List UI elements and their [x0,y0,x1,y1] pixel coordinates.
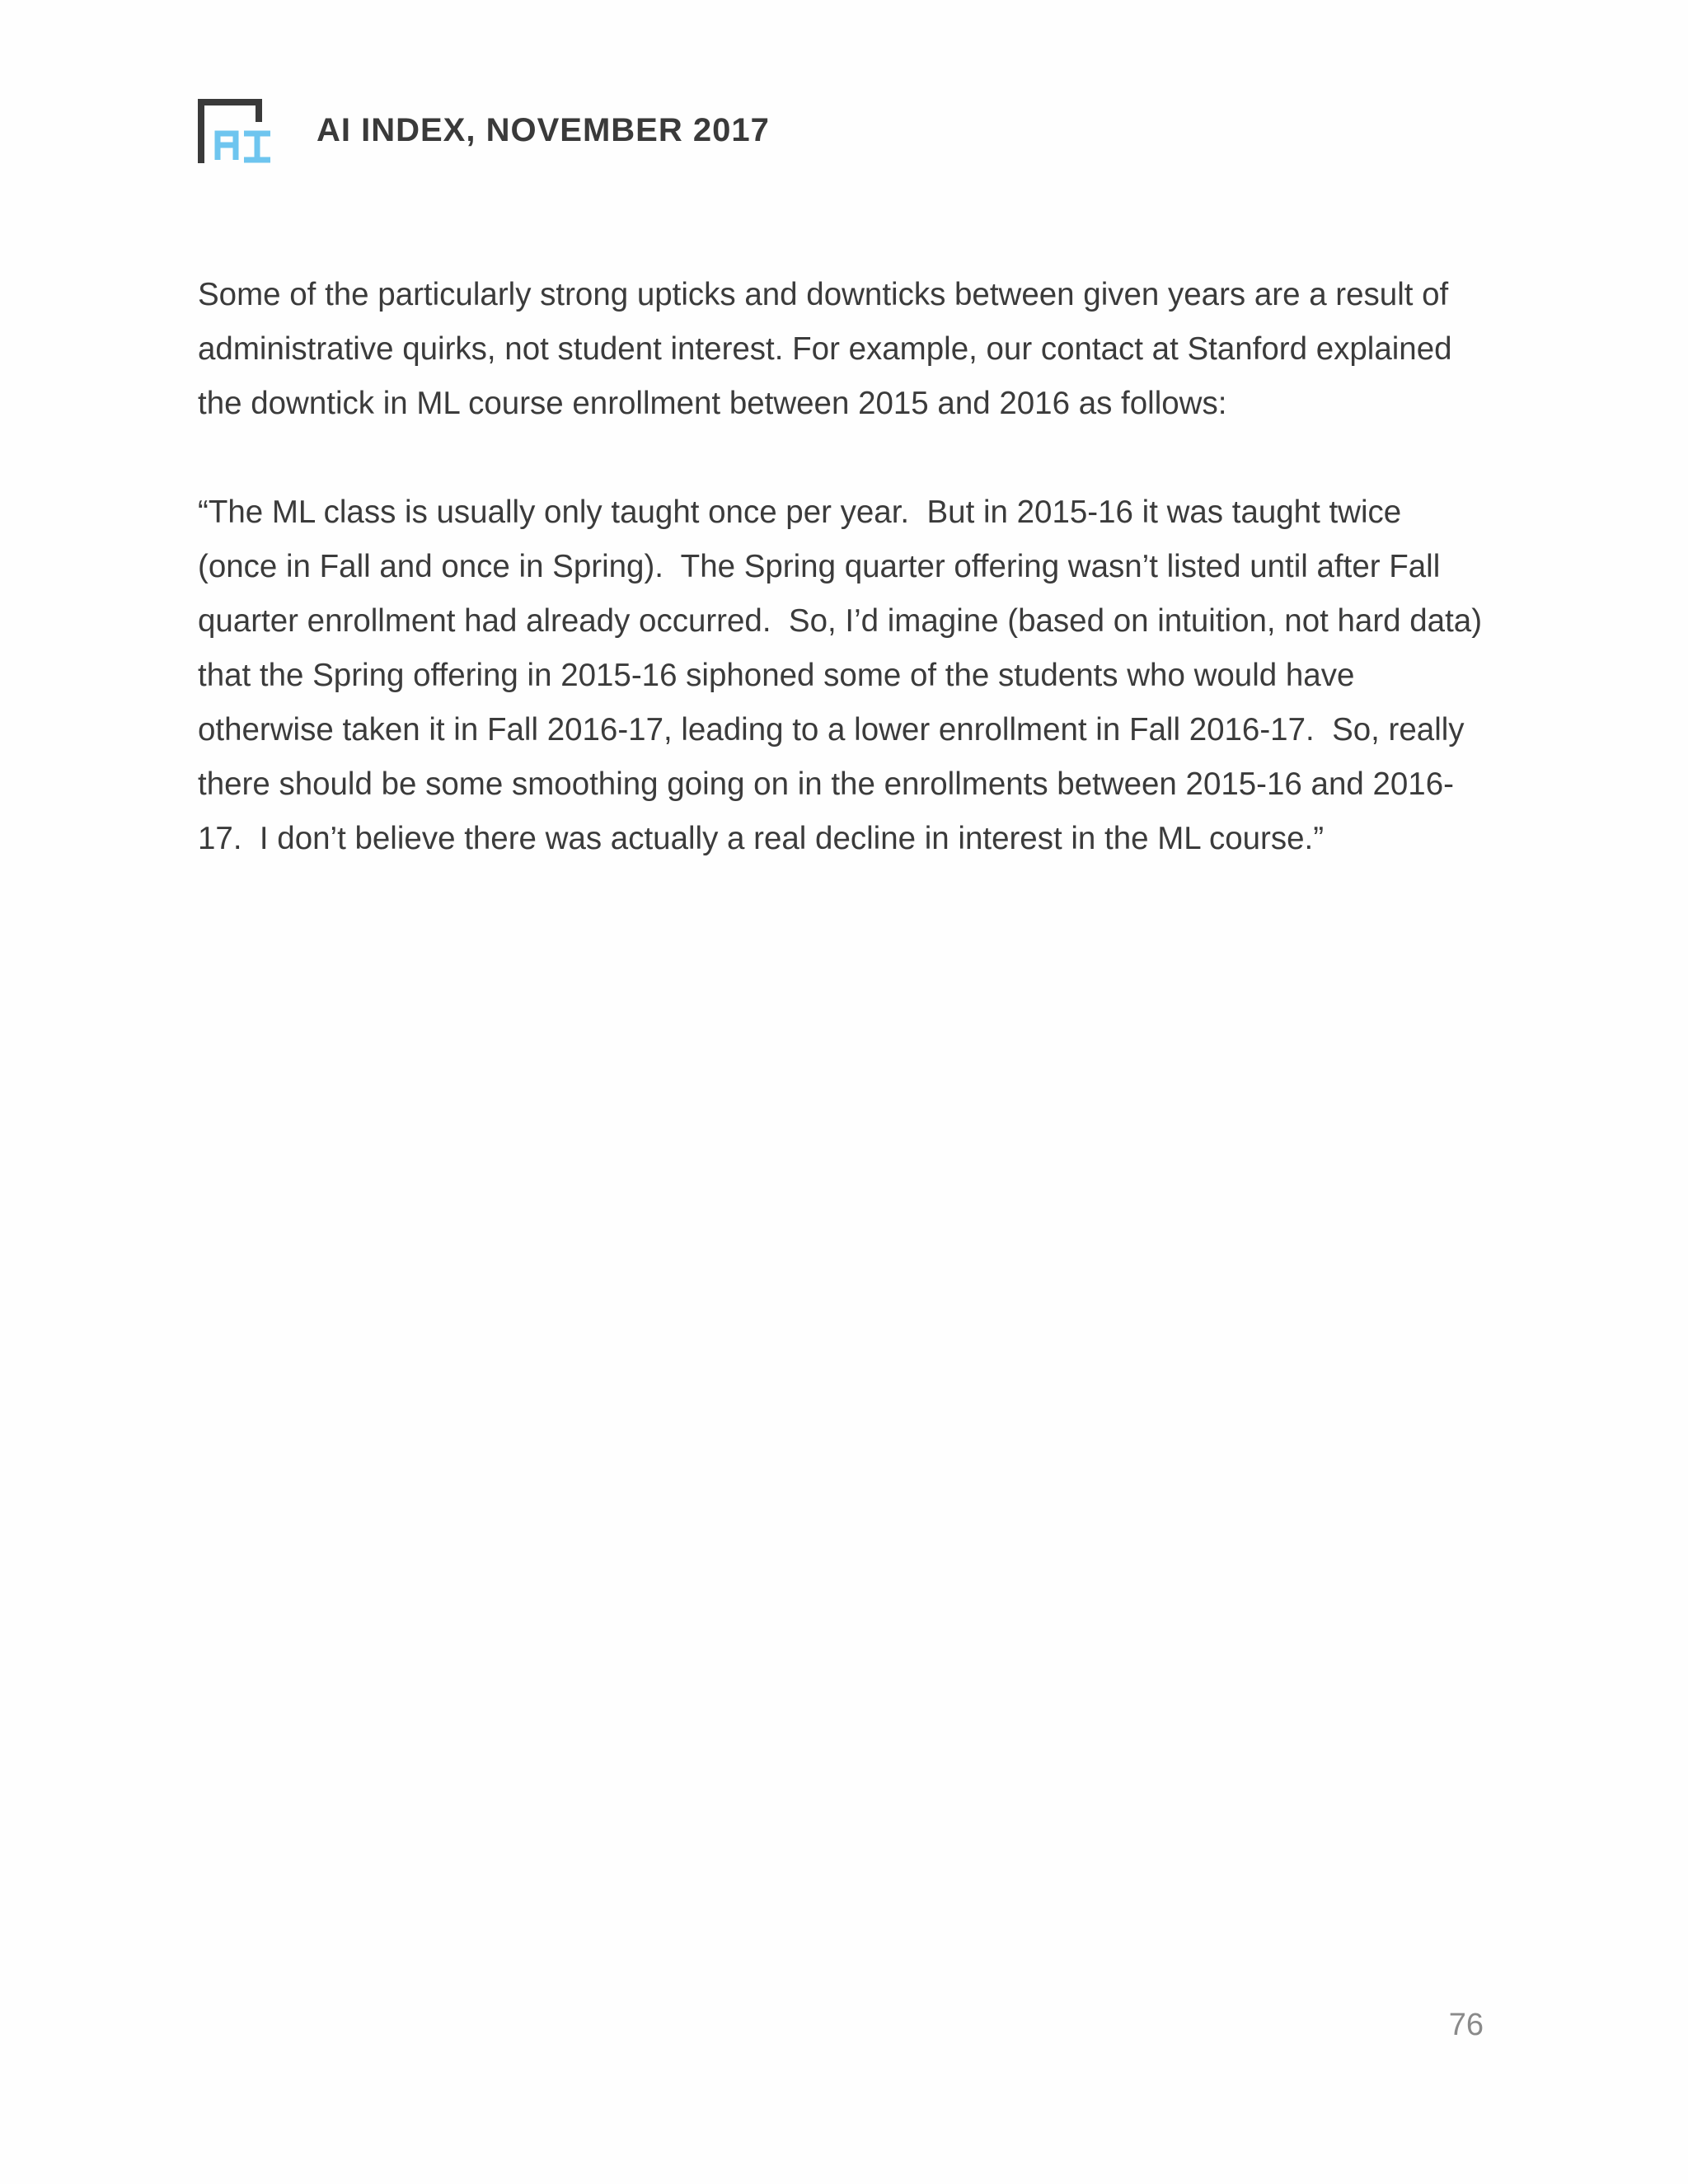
page-body [198,268,1491,866]
body-paragraph-quote: “The ML class is usually only taught once per year. But in 2015-16 it was taught twice (once in Fall and once in Spring). The Spring quarter offering wasn’t listed until after Fall quarter enrollment had already occurred. So, I’d imagine (based on intuition, not hard data) that the Spring offering in 2015-16 siphoned some of the students who would have otherwise taken it in Fall 2016-17, leading to a lower enrollment in Fall 2016-17. So, really there should be some smoothing going on in the enrollments between 2015-16 and 2016-17. I don’t believe there was actually a real decline in interest in the ML course.” [198,494,1491,856]
page-number: 76 [1448,2008,1484,2042]
document-title: AI INDEX, NOVEMBER 2017 [316,111,770,148]
body-paragraph-intro: Some of the particularly strong upticks and downticks between given years are a result of administrative quirks, not student interest. For example, our contact at Stanford explained the downtick in ML course enrollment between 2015 and 2016 as follows: [198,277,1461,421]
ai-index-logo [196,97,274,163]
page-header [196,97,770,163]
logo-text: AI [196,97,197,98]
